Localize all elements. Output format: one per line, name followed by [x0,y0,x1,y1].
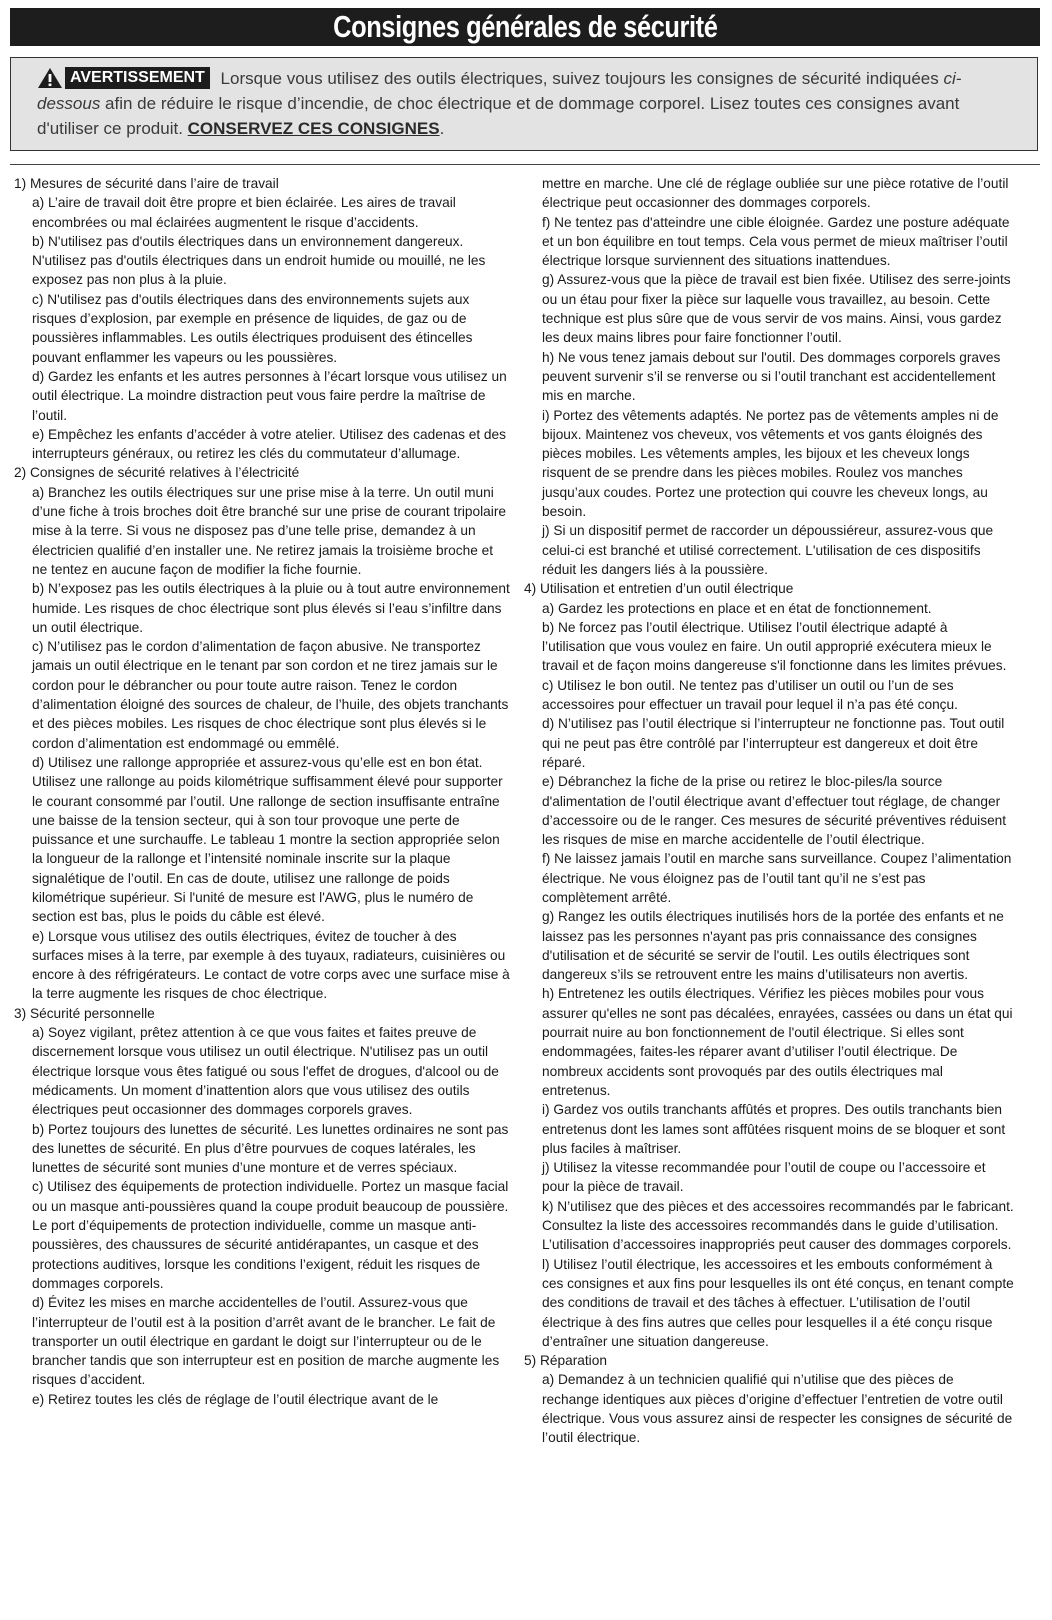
safety-item: a) L’aire de travail doit être propre et bien éclairée. Les aires de travail encombrées ou mal éclairées augmentent le risque d’accidents. [32,195,456,230]
warning-triangle-icon [37,67,63,89]
warning-end: . [439,119,445,138]
safety-item: g) Rangez les outils électriques inutilisés hors de la portée des enfants et ne laissez pas les personnes n'ayant pas pris connaissance des consignes d'utilisation et de sécurité se servir de l'outil. Les outils électriques sont dangereux s’ils se retrouvent entre les mains d’utilisateurs non avertis. [542,909,1004,983]
warning-box [10,57,1038,151]
safety-item: f) Ne tentez pas d'atteindre une cible éloignée. Gardez une posture adéquate et un bon équilibre en tout temps. Cela vous permet de mieux maîtriser l’outil électrique lorsque surviennent des situations inattendues. [542,214,1010,269]
safety-item: b) N’exposez pas les outils électriques à la pluie ou à tout autre environnement humide. Les risques de choc électrique sont plus élevés si l’eau s’infiltre dans un outil électrique. [32,581,510,635]
warning-label [37,67,216,89]
safety-item: d) N’utilisez pas l’outil électrique si l’interrupteur ne fonctionne pas. Tout outil qui ne peut pas être contrôlé par l’interrupteur est dangereux et doit être réparé. [542,716,1005,770]
section-title: 2) Consignes de sécurité relatives à l’électricité [14,465,300,481]
safety-item: c) Utilisez des équipements de protection individuelle. Portez un masque facial ou un masque anti-poussières quand la coupe produit beaucoup de poussière. Le port d’équipements de protection individuelle, comme un masque anti-poussières, des chaussures de sécurité antidérapantes, un casque et des protections auditives, lorsque les conditions l’exigent, réduit les risques de dommages corporels. [32,1179,509,1291]
safety-item: l) Utilisez l’outil électrique, les accessoires et les embouts conformément à ces consignes et aux fins pour lesquelles ils ont été conçus, en tenant compte des conditions de travail et des tâches à effectuer. L’utilisation de l’outil électrique à des fins autres que celles pour lesquelles il a été conçu risque d’entraîner une situation dangereuse. [542,1256,1014,1349]
safety-item: h) Ne vous tenez jamais debout sur l'outil. Des dommages corporels graves peuvent survenir s’il se renverse ou si l’outil tranchant est accidentellement mis en marche. [542,349,1001,404]
safety-item: a) Branchez les outils électriques sur une prise mise à la terre. Un outil muni d’une fiche à trois broches doit être branché sur une prise de courant tripolaire mise à la terre. Si vous ne disposez pas d’une telle prise, demandez à un électricien qualifié d’en installer une. Ne retirez jamais la troisième broche et ne tentez en aucune façon de modifier la fiche fournie. [32,484,507,577]
page-title [10,8,1040,46]
safety-item: d) Gardez les enfants et les autres personnes à l’écart lorsque vous utilisez un outil électrique. La moindre distraction peut vous faire perdre la maîtrise de l’outil. [32,368,507,423]
safety-item: a) Soyez vigilant, prêtez attention à ce que vous faites et faites preuve de discernement lorsque vous utilisez un outil électrique. N'utilisez pas un outil électrique lorsque vous êtes fatigué ou sous l'effet de drogues, d'alcool ou de médicaments. Un moment d’inattention alors que vous utilisez des outils électriques peut occasionner des dommages corporels graves. [32,1025,499,1118]
section-title: 1) Mesures de sécurité dans l’aire de travail [14,176,279,191]
warning-text-2: afin de réduire le risque d’incendie, de choc électrique et de dommage corporel. Lisez toutes ces consignes avant d'utiliser ce produit. [37,94,960,138]
section-title: 3) Sécurité personnelle [14,1005,155,1021]
safety-item: e) Empêchez les enfants d’accéder à votre atelier. Utilisez des cadenas et des interrupteurs généraux, ou retirez les clés du commutateur d’allumage. [32,426,506,462]
safety-item: i) Portez des vêtements adaptés. Ne portez pas de vêtements amples ni de bijoux. Maintenez vos cheveux, vos vêtements et vos gants éloignés des pièces mobiles. Les vêtements amples, les bijoux et les cheveux longs risquent de se prendre dans les pièces mobiles. Roulez vos manches jusqu’aux coudes. Portez une protection qui couvre les cheveux longs, au besoin. [542,407,999,520]
warning-text-1: Lorsque vous utilisez des outils électriques, suivez toujours les consignes de sécurité indiquées [215,69,944,88]
safety-item: i) Gardez vos outils tranchants affûtés et propres. Des outils tranchants bien entretenus dont les lames sont affûtées risquent moins de se bloquer et sont plus faciles à maîtriser. [542,1102,1006,1156]
warning-word: AVERTISSEMENT [65,67,210,89]
safety-item: d) Utilisez une rallonge appropriée et assurez-vous qu’elle est en bon état. Utilisez une rallonge au poids kilométrique suffisamment élevé pour supporter le courant consommé par l’outil. Une rallonge de section insuffisante entraîne une baisse de la tension secteur, qui à son tour provoque une perte de puissance et une surchauffe. Le tableau 1 montre la section appropriée selon la longueur de la rallonge et l’intensité nominale inscrite sur la plaque signalétique de l’outil. En cas de doute, utilisez une rallonge de poids kilométrique supérieur. Si l'unité de mesure est l'AWG, plus le numéro de section est bas, plus le poids du câble est élevé. [32,754,503,925]
safety-item: b) Portez toujours des lunettes de sécurité. Les lunettes ordinaires ne sont pas des lunettes de sécurité. En plus d’être pourvues de coques latérales, les lunettes de sécurité sont munies d’une monture et de verres spéciaux. [32,1121,509,1176]
safety-item: a) Gardez les protections en place et en état de fonctionnement. [542,600,932,616]
safety-item: b) N'utilisez pas d'outils électriques dans un environnement dangereux. N'utilisez pas d'outils électriques dans un endroit humide ou mouillé, ne les exposez pas non plus à la pluie. [32,233,486,288]
safety-item: h) Entretenez les outils électriques. Vérifiez les pièces mobiles pour vous assurer qu'elles ne sont pas décalées, enrayées, cassées ou dans un état qui pourrait nuire au bon fonctionnement de l'outil électrique. Si elles sont endommagées, faites-les réparer avant d’utiliser l’outil électrique. De nombreux accidents sont provoqués par des outils électriques mal entretenus. [542,986,1013,1098]
safety-item: c) N’utilisez pas le cordon d’alimentation de façon abusive. Ne transportez jamais un outil électrique en le tenant par son cordon et ne tirez jamais sur le cordon pour le débrancher ou pour toute autre raison. Tenez le cordon d’alimentation éloigné des sources de chaleur, de l’huile, des objets tranchants et des pièces mobiles. Les risques de choc électrique sont plus élevés si le cordon d’alimentation est endommagé ou emmêlé. [32,639,509,751]
safety-item: d) Évitez les mises en marche accidentelles de l’outil. Assurez-vous que l’interrupteur de l’outil est à la position d’arrêt avant de le brancher. Le fait de transporter un outil électrique en gardant le doigt sur l’interrupteur ou de le brancher tandis que son interrupteur est en position de marche augmente les risques d’accident. [32,1295,500,1388]
safety-item-continued: mettre en marche. Une clé de réglage oubliée sur une pièce rotative de l’outil électrique peut occasionner des dommages corporels. [542,176,1009,211]
warning-text-italic: ci-dessous [37,69,962,113]
page-title-text: Consignes générales de sécurité [332,9,718,44]
safety-item: k) N’utilisez que des pièces et des accessoires recommandés par le fabricant. Consultez la liste des accessoires recommandés dans le guide d’utilisation. L’utilisation d’accessoires inappropriés peut causer des dommages corporels. [542,1198,1014,1253]
section-title: 4) Utilisation et entretien d’un outil électrique [524,581,794,597]
safety-item: f) Ne laissez jamais l’outil en marche sans surveillance. Coupez l’alimentation électrique. Ne vous éloignez pas de l’outil tant qu’il ne s’est pas complètement arrêté. [542,851,1012,905]
safety-item: a) Demandez à un technicien qualifié qui n’utilise que des pièces de rechange identiques aux pièces d’origine d’effectuer l’entretien de votre outil électrique. Vous vous assurez ainsi de respecter les consignes de sécurité de l’outil électrique. [542,1372,1013,1446]
safety-item: c) N'utilisez pas d'outils électriques dans des environnements sujets aux risques d’explosion, par exemple en présence de liquides, de gaz ou de poussières inflammables. Les outils électriques produisent des étincelles pouvant enflammer les vapeurs ou les poussières. [32,291,473,365]
safety-item: e) Lorsque vous utilisez des outils électriques, évitez de toucher à des surfaces mises à la terre, par exemple à des tuyaux, radiateurs, cuisinières ou encore à des réfrigérateurs. Le contact de votre corps avec une surface mise à la terre augmente les risques de choc électrique. [32,928,510,1002]
safety-item: g) Assurez-vous que la pièce de travail est bien fixée. Utilisez des serre-joints ou un étau pour fixer la pièce sur laquelle vous travaillez, au besoin. Cette technique est plus sûre que de vous servir de vos mains. Ainsi, vous gardez les deux mains libres pour faire fonctionner l’outil. [542,272,1011,346]
safety-item: e) Retirez toutes les clés de réglage de l’outil électrique avant de le [32,1391,439,1407]
divider-line [10,164,1040,165]
safety-item: j) Utilisez la vitesse recommandée pour l’outil de coupe ou l’accessoire et pour la pièce de travail. [542,1160,986,1195]
safety-item: c) Utilisez le bon outil. Ne tentez pas d’utiliser un outil ou l’un de ses accessoires pour effectuer un travail pour lequel il n’a pas été conçu. [542,677,958,713]
safety-item: e) Débranchez la fiche de la prise ou retirez le bloc-piles/la source d'alimentation de l’outil électrique avant d’effectuer tout réglage, de changer d’accessoire ou de le ranger. Ces mesures de sécurité préventives réduisent les risques de mise en marche accidentelle de l’outil électrique. [542,774,1007,848]
section-title: 5) Réparation [524,1353,607,1369]
safety-item: b) Ne forcez pas l’outil électrique. Utilisez l’outil électrique adapté à l’utilisation que vous voulez en faire. Un outil approprié exécutera mieux le travail et de façon moins dangereuse s'il fonctionne dans les limites prévues. [542,619,1007,674]
left-column [14,174,510,1409]
right-column [524,174,1014,1448]
warning-keep-instructions: CONSERVEZ CES CONSIGNES [187,119,440,138]
safety-item: j) Si un dispositif permet de raccorder un dépoussiéreur, assurez-vous que celui-ci est branché et utilisé correctement. L'utilisation de ces dispositifs réduit les dangers liés à la poussière. [542,523,994,577]
